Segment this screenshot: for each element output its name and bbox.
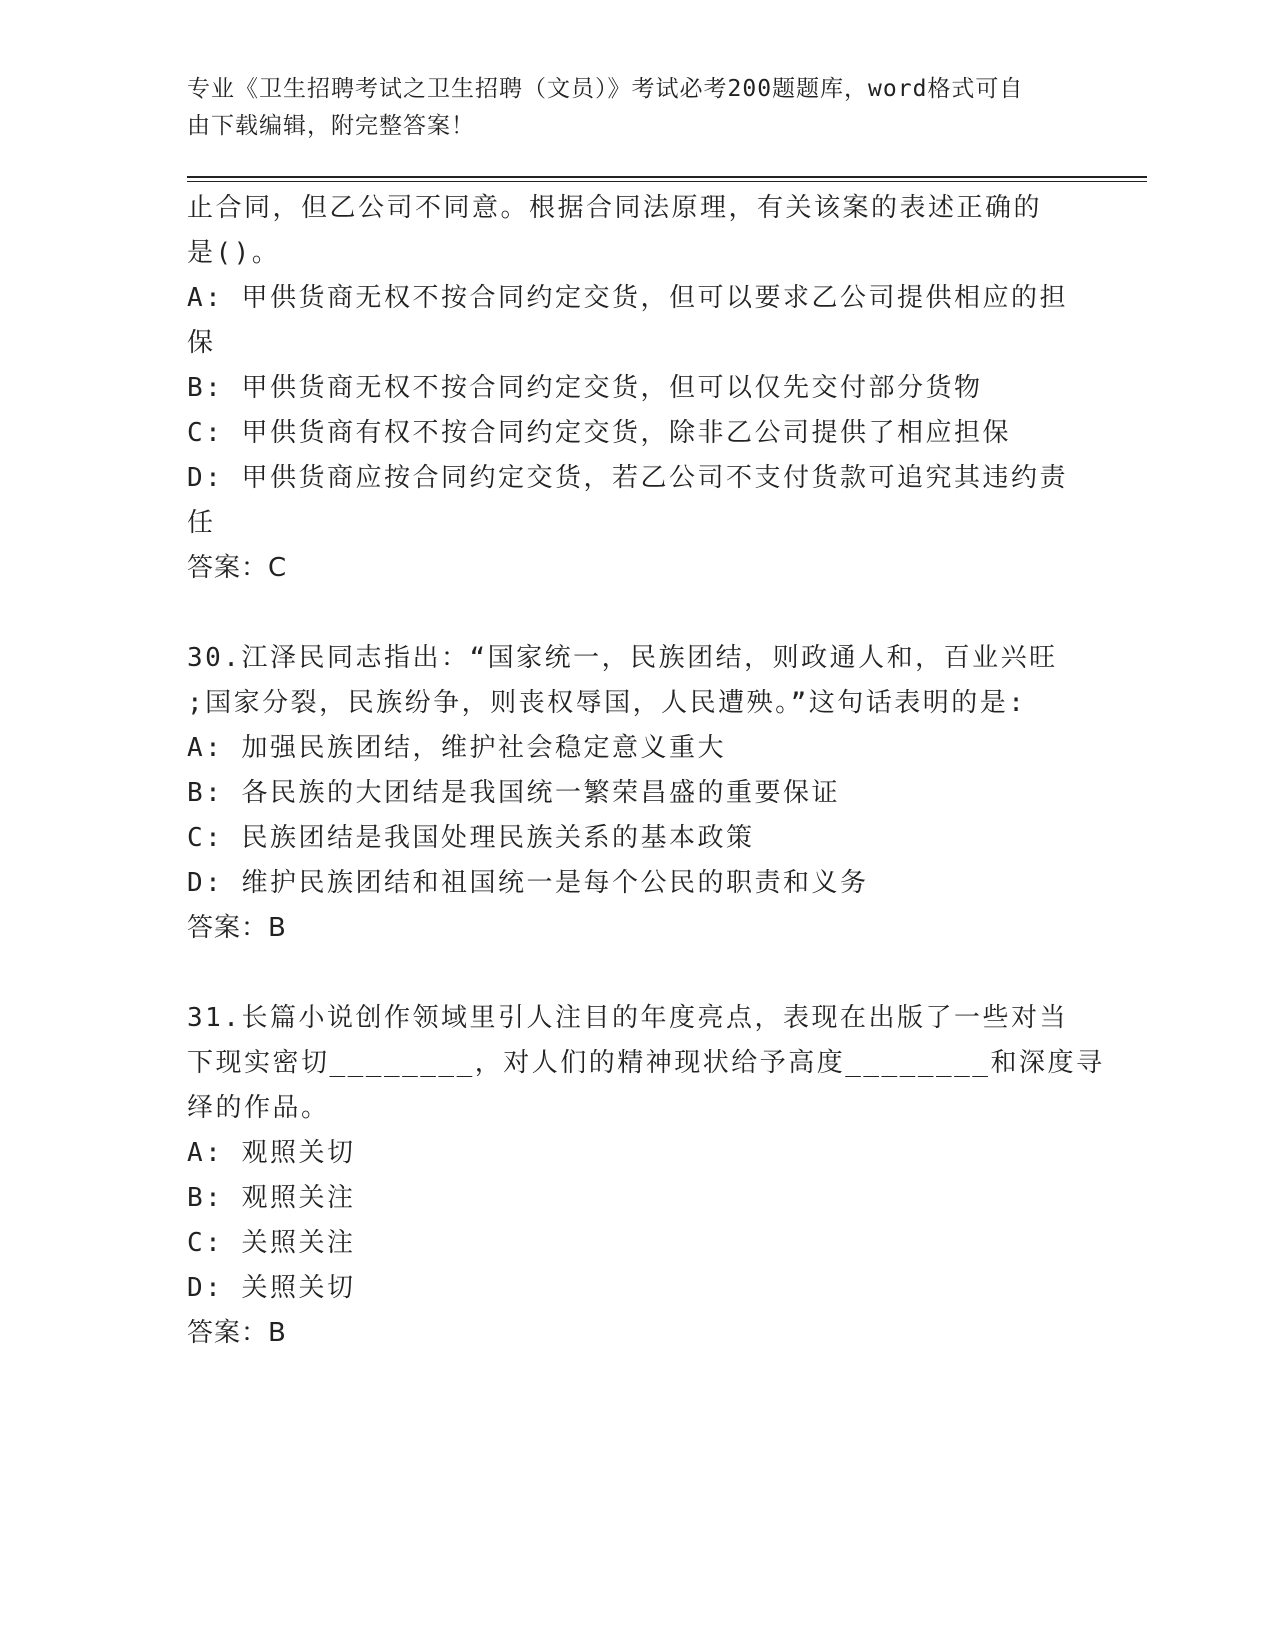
page-header [187, 71, 1067, 145]
option-d: D: 甲供货商应按合同约定交货，若乙公司不支付货款可追究其违约责 [187, 463, 1068, 493]
answer-line: 答案：B [187, 913, 287, 943]
question-stem-line: 30.江泽民同志指出：“国家统一，民族团结，则政通人和，百业兴旺 [187, 643, 1058, 673]
header-line-1: 专业《卫生招聘考试之卫生招聘（文员）》考试必考200题题库，word格式可自 [187, 76, 1024, 102]
question-30 [187, 636, 1067, 951]
header-divider-thick [187, 176, 1147, 178]
option-c: C: 民族团结是我国处理民族关系的基本政策 [187, 823, 755, 853]
option-c: C: 关照关注 [187, 1228, 356, 1258]
option-a: A: 观照关切 [187, 1138, 356, 1168]
question-31 [187, 996, 1105, 1356]
option-a: A: 加强民族团结，维护社会稳定意义重大 [187, 733, 726, 763]
question-content [187, 186, 1105, 1356]
option-d: D: 关照关切 [187, 1273, 356, 1303]
option-c: C: 甲供货商有权不按合同约定交货，除非乙公司提供了相应担保 [187, 418, 1011, 448]
option-a: A: 甲供货商无权不按合同约定交货，但可以要求乙公司提供相应的担 [187, 283, 1068, 313]
question-stem-line: 31.长篇小说创作领域里引人注目的年度亮点，表现在出版了一些对当 [187, 1003, 1068, 1033]
question-stem-line: 下现实密切________，对人们的精神现状给予高度________和深度寻 [187, 1048, 1105, 1078]
option-b: B: 观照关注 [187, 1183, 356, 1213]
answer-line: 答案：B [187, 1318, 287, 1348]
question-stem-line: 止合同，但乙公司不同意。根据合同法原理，有关该案的表述正确的 [187, 193, 1043, 223]
option-d: D: 维护民族团结和祖国统一是每个公民的职责和义务 [187, 868, 869, 898]
header-line-2: 由下载编辑，附完整答案！ [187, 113, 475, 139]
answer-line: 答案：C [187, 553, 288, 583]
question-prev [187, 186, 1067, 591]
option-a-continued: 保 [187, 328, 216, 358]
option-b: B: 甲供货商无权不按合同约定交货，但可以仅先交付部分货物 [187, 373, 983, 403]
question-stem-line: 是()。 [187, 238, 281, 268]
question-stem-line: ;国家分裂，民族纷争，则丧权辱国，人民遭殃。”这句话表明的是: [187, 688, 1027, 718]
question-spacer [187, 951, 1067, 996]
header-divider-thin [187, 181, 1147, 182]
option-b: B: 各民族的大团结是我国统一繁荣昌盛的重要保证 [187, 778, 840, 808]
option-d-continued: 任 [187, 508, 216, 538]
question-stem-line: 绎的作品。 [187, 1093, 330, 1123]
question-spacer [187, 591, 1067, 636]
